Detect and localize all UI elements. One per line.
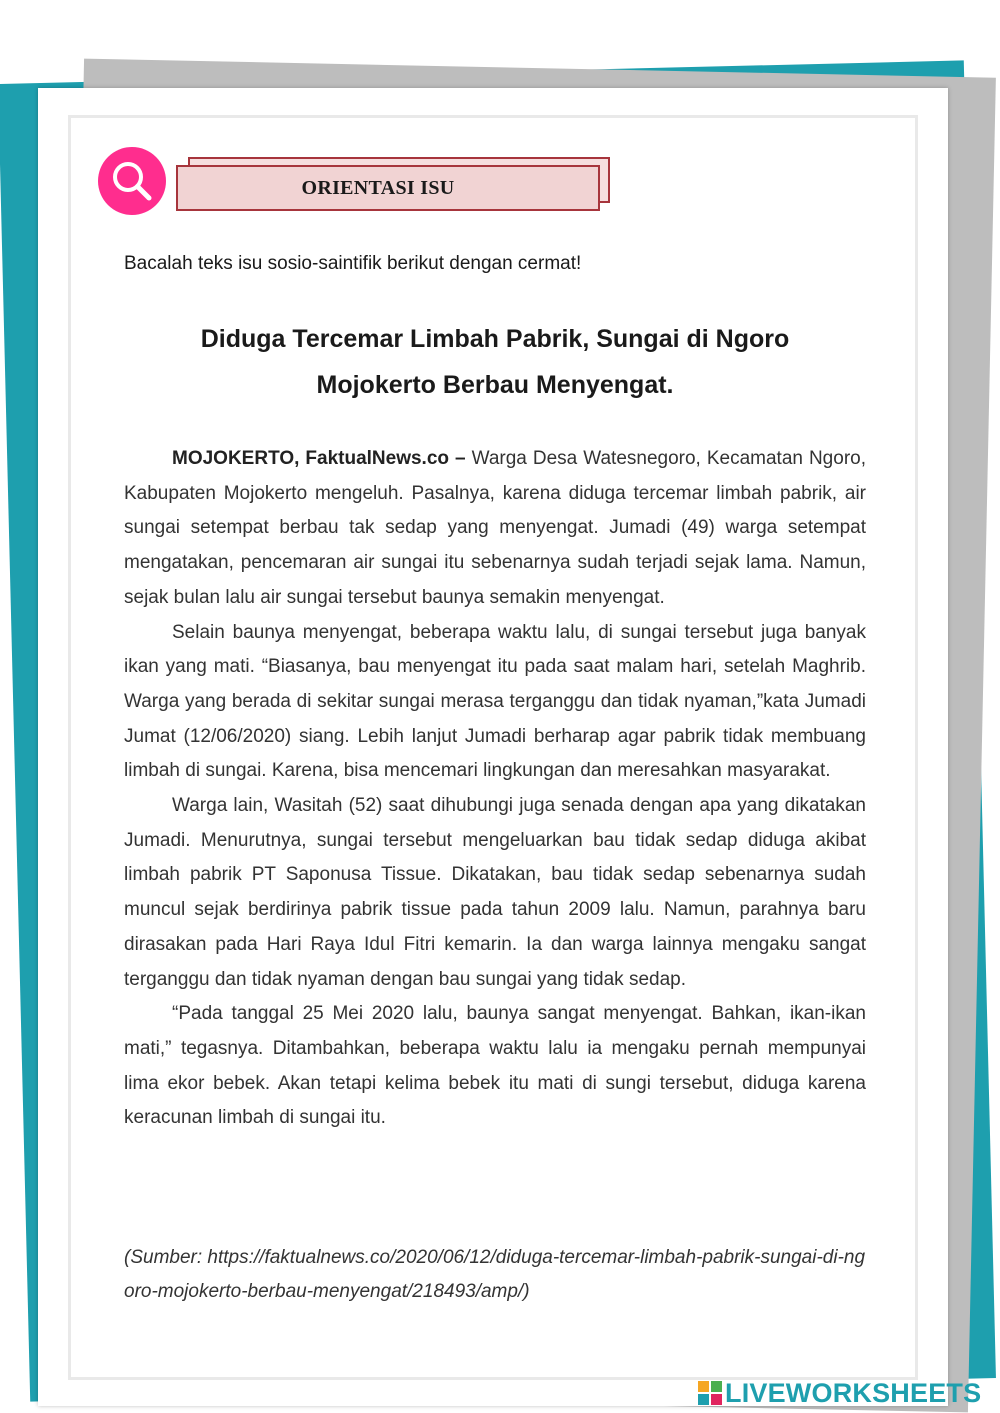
article-title-line-1: Diduga Tercemar Limbah Pabrik, Sungai di Ngoro bbox=[200, 325, 790, 353]
paragraph-3: Warga lain, Wasitah (52) saat dihubungi juga senada dengan apa yang dikatakan Jumadi. Menurutnya, sungai tersebut mengeluarkan bau tidak sedap diduga akibat limbah pabrik PT Saponusa Tissue. Dikatakan, bau tidak sedap sebenarnya sudah muncul sejak berdirinya pabrik tissue pada tahun 2009 lalu. Namun, parahnya baru dirasakan pada Hari Raya Idul Fitri kemarin. Ia dan warga lainnya mengaku sangat terganggu dan tidak nyaman dengan bau sungai yang tidak sedap. bbox=[124, 795, 866, 990]
watermark-text: LIVEWORKSHEETS bbox=[725, 1377, 982, 1408]
paragraph-2: Selain baunya menyengat, beberapa waktu lalu, di sungai tersebut juga banyak ikan yang mati. “Biasanya, bau menyengat itu pada saat malam hari, setelah Maghrib. Warga yang berada di sekitar sungai merasa terganggu dan tidak nyaman,”kata Jumadi Jumat (12/06/2020) siang. Lebih lanjut Jumadi berharap agar pabrik tidak membuang limbah di sungai. Karena, bisa mencemari lingkungan dan meresahkan masyarakat. bbox=[124, 621, 866, 782]
article-body bbox=[124, 442, 866, 1136]
source-citation: (Sumber: https://faktualnews.co/2020/06/12/diduga-tercemar-limbah-pabrik-sungai-di-ngoro-mojokerto-berbau-menyengat/218493/amp/) bbox=[124, 1247, 866, 1302]
liveworksheets-watermark bbox=[698, 1377, 981, 1409]
instruction-text: Bacalah teks isu sosio-saintifik berikut dengan cermat! bbox=[124, 253, 582, 274]
search-icon bbox=[98, 147, 166, 215]
paragraph-1-text: Warga Desa Watesnegoro, Kecamatan Ngoro, Kabupaten Mojokerto mengeluh. Pasalnya, karena diduga tercemar limbah pabrik, air sungai setempat berbau tak sedap yang menyengat. Jumadi (49) warga setempat mengatakan, pencemaran air sungai itu sebenarnya sudah terjadi sejak lama. Namun, sejak bulan lalu air sungai tersebut baunya semakin menyengat. bbox=[124, 448, 866, 608]
paragraph-4: “Pada tanggal 25 Mei 2020 lalu, baunya sangat menyengat. Bahkan, ikan-ikan mati,” tegasnya. Ditambahkan, beberapa waktu lalu ia mengaku pernah mempunyai lima ekor bebek. Akan tetapi kelima bebek itu mati di sungi tersebut, diduga karena keracunan limbah di sungai itu. bbox=[124, 1003, 866, 1129]
article-title bbox=[124, 316, 866, 408]
section-title: ORIENTASI ISU bbox=[301, 176, 455, 199]
section-banner bbox=[176, 165, 600, 211]
dateline: MOJOKERTO, FaktualNews.co – bbox=[172, 448, 466, 469]
paragraph-1 bbox=[124, 442, 866, 616]
liveworksheets-logo-icon bbox=[698, 1381, 722, 1405]
article-title-line-2: Mojokerto Berbau Menyengat. bbox=[316, 371, 674, 399]
